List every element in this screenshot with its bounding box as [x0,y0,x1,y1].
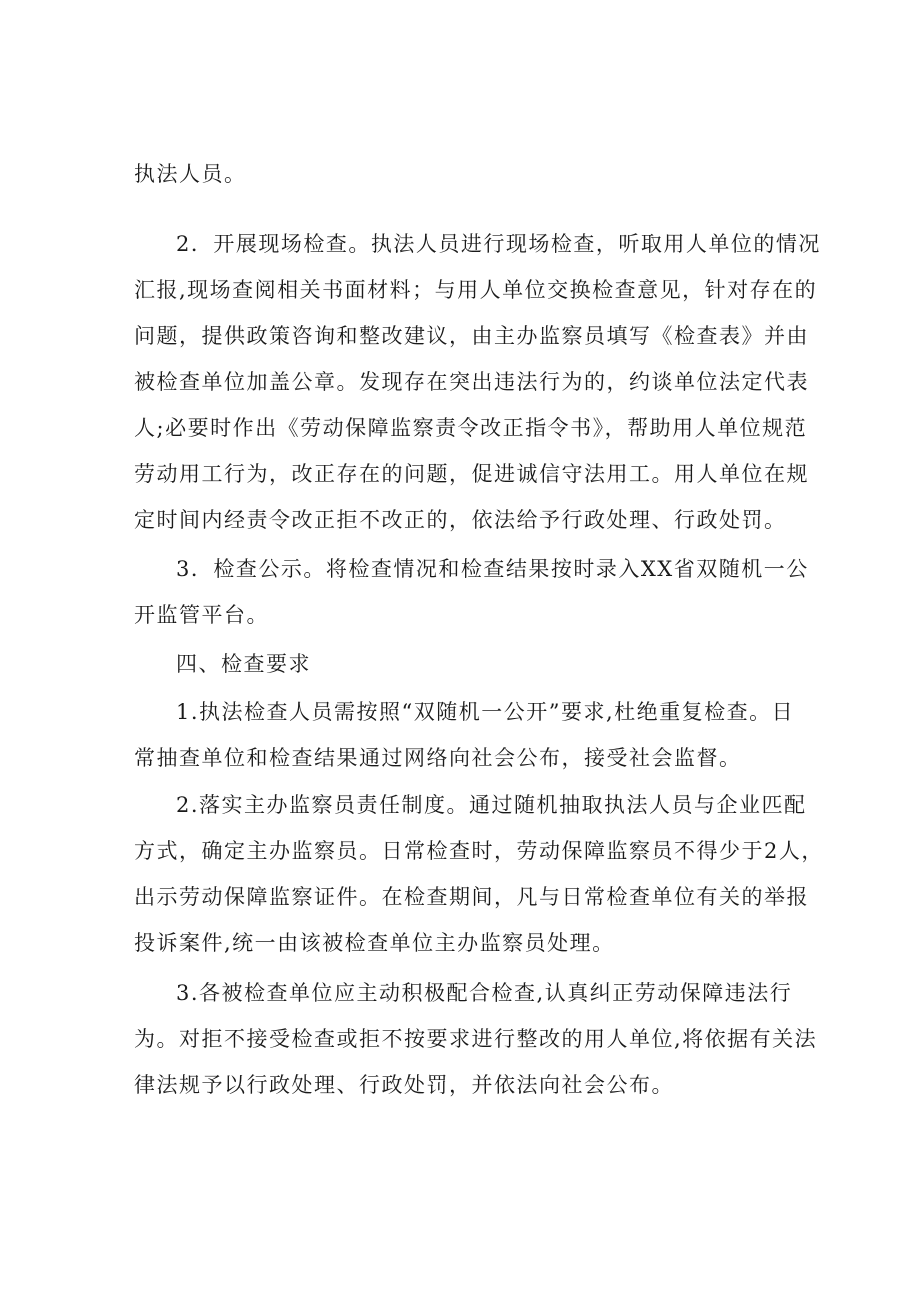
text-line: 开监管平台。 [134,603,269,627]
paragraph-on-site-inspection [134,226,821,538]
text-line: 劳动用工行为，改正存在的问题，促进诚信守法用工。用人单位在规 [134,462,809,486]
text-line: 1.执法检查人员需按照“双随机一公开”要求,杜绝重复检查。日 [176,700,795,724]
text-line: 常抽查单位和检查结果通过网络向社会公布，接受社会监督。 [134,746,742,770]
section-heading-text: 四、检查要求 [176,652,311,676]
paragraph-requirement-2 [134,787,824,961]
text-line: 为。对拒不接受检查或拒不按要求进行整改的用人单位,将依据有关法 [134,1027,818,1051]
text-line: 2.落实主办监察员责任制度。通过随机抽取执法人员与企业匹配 [176,793,807,817]
text-line: 问题，提供政策咨询和整改建议，由主办监察员填写《检查表》并由 [134,324,809,348]
paragraph-requirement-1 [134,694,794,776]
text-line: 2．开展现场检查。执法人员进行现场检查，听取用人单位的情况 [176,232,821,256]
text-line: 被检查单位加盖公章。发现存在突出违法行为的，约谈单位法定代表 [134,370,809,394]
paragraph-inspection-publicity [134,551,809,633]
text-line: 执法人员。 [134,162,247,186]
text-line: 3．检查公示。将检查情况和检查结果按时录入XX省双随机一公 [176,557,809,581]
text-line: 定时间内经责令改正拒不改正的，依法给予行政处理、行政处罚。 [134,508,787,532]
section-heading [134,646,794,682]
text-line: 出示劳动保障监察证件。在检查期间，凡与日常检查单位有关的举报 [134,885,809,909]
text-line: 投诉案件,统一由该被检查单位主办监察员处理。 [134,931,615,955]
text-line: 方式，确定主办监察员。日常检查时，劳动保障监察员不得少于2人， [134,839,824,863]
text-line: 汇报,现场查阅相关书面材料；与用人单位交换检查意见，针对存在的 [134,278,818,302]
text-line: 3.各被检查单位应主动积极配合检查,认真纠正劳动保障违法行 [176,981,793,1005]
text-line: 人;必要时作出《劳动保障监察责令改正指令书》，帮助用人单位规范 [134,416,808,440]
text-line: 律法规予以行政处理、行政处罚，并依法向社会公布。 [134,1073,674,1097]
paragraph-continuation [134,156,794,192]
paragraph-requirement-3 [134,975,818,1103]
